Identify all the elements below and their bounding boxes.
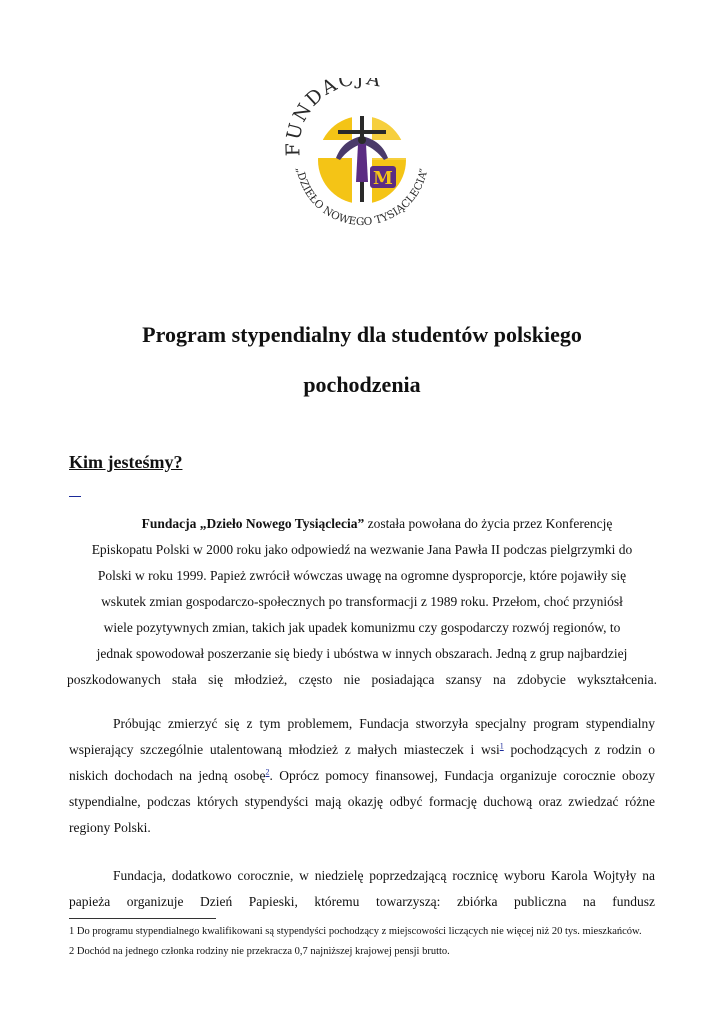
foundation-name: Fundacja „Dzieło Nowego Tysiąclecia” [141,516,365,531]
paragraph-intro-line: jednak spowodował poszerzanie się biedy i ubóstwa w innych obszarach. Jedną z grup najbardziej [96,646,628,661]
paragraph-intro-line: Episkopatu Polski w 2000 roku jako odpowiedź na wezwanie Jana Pawła II podczas pielgrzymki do [91,542,633,557]
monogram-letter: M [373,168,393,189]
foundation-logo [278,78,446,238]
anchor-link-marker[interactable] [69,496,81,497]
paragraph-intro-line: Polski w roku 1999. Papież zwrócił wówczas uwagę na ogromne dysproporcje, które pojawiły się [97,568,627,583]
paragraph-papal-day: Fundacja, dodatkowo corocznie, w niedzielę poprzedzającą rocznicę wyboru Karola Wojtyły na papieża organizuje Dzień Papieski, któremu towarzyszą: zbiórka publiczna na fundusz [69,868,655,909]
paragraph-program: Próbując zmierzyć się z tym problemem, Fundacja stworzyła specjalny program stypendialny wspierający szczególnie utalentowaną młodzież z małych miasteczek i wsi$^1$ pochodzących z rodzin o niskich dochodach na jedną osobę$^2$. Oprócz pomocy finansowej, Fundacja organizuje corocznie obozy stypendialne, podczas których stypendyści mają okazję odbyć formację duchową oraz zwiedzać różne regiony Polski. [69,716,655,835]
title-line-1: Program stypendialny dla studentów polskiego [142,322,582,347]
paragraph-intro-line: poszkodowanych stała się młodzież, często nie posiadająca szansy na zdobycie wykształcenia. [67,672,657,687]
footnote-2: 2 Dochód na jednego członka rodziny nie przekracza 0,7 najniższej krajowej pensji brutto. [69,946,450,957]
title-line-2: pochodzenia [303,372,421,397]
paragraph-intro-line: wskutek zmian gospodarczo-społecznych po transformacji z 1989 roku. Przełom, choć przyniósł [101,594,623,609]
foundation-logo-graphic [278,78,446,238]
paragraph-intro-line: wiele pozytywnych zmian, takich jak upadek komunizmu czy gospodarczy rozwój regionów, to [103,620,621,635]
footnotes [69,922,659,962]
logo-arc-top-text: FUNDACJA [282,78,385,157]
footnote-1: 1 Do programu stypendialnego kwalifikowani są stypendyści pochodzący z miejscowości liczących nie więcej niż 20 tys. mieszkańców. [69,926,642,937]
section-heading: Kim jesteśmy? [69,452,183,472]
paragraph-intro [67,511,657,693]
document-title [60,310,664,410]
footnote-ref-1[interactable]: 1 [499,741,504,751]
footnote-divider [69,918,216,919]
footnote-ref-2[interactable]: 2 [265,767,270,777]
logo-arc-bottom-text: „DZIEŁO NOWEGO TYSIĄCLECIA” [293,166,431,229]
paragraph-intro-line: Fundacja „Dzieło Nowego Tysiąclecia” została powołana do życia przez Konferencję [141,516,613,531]
